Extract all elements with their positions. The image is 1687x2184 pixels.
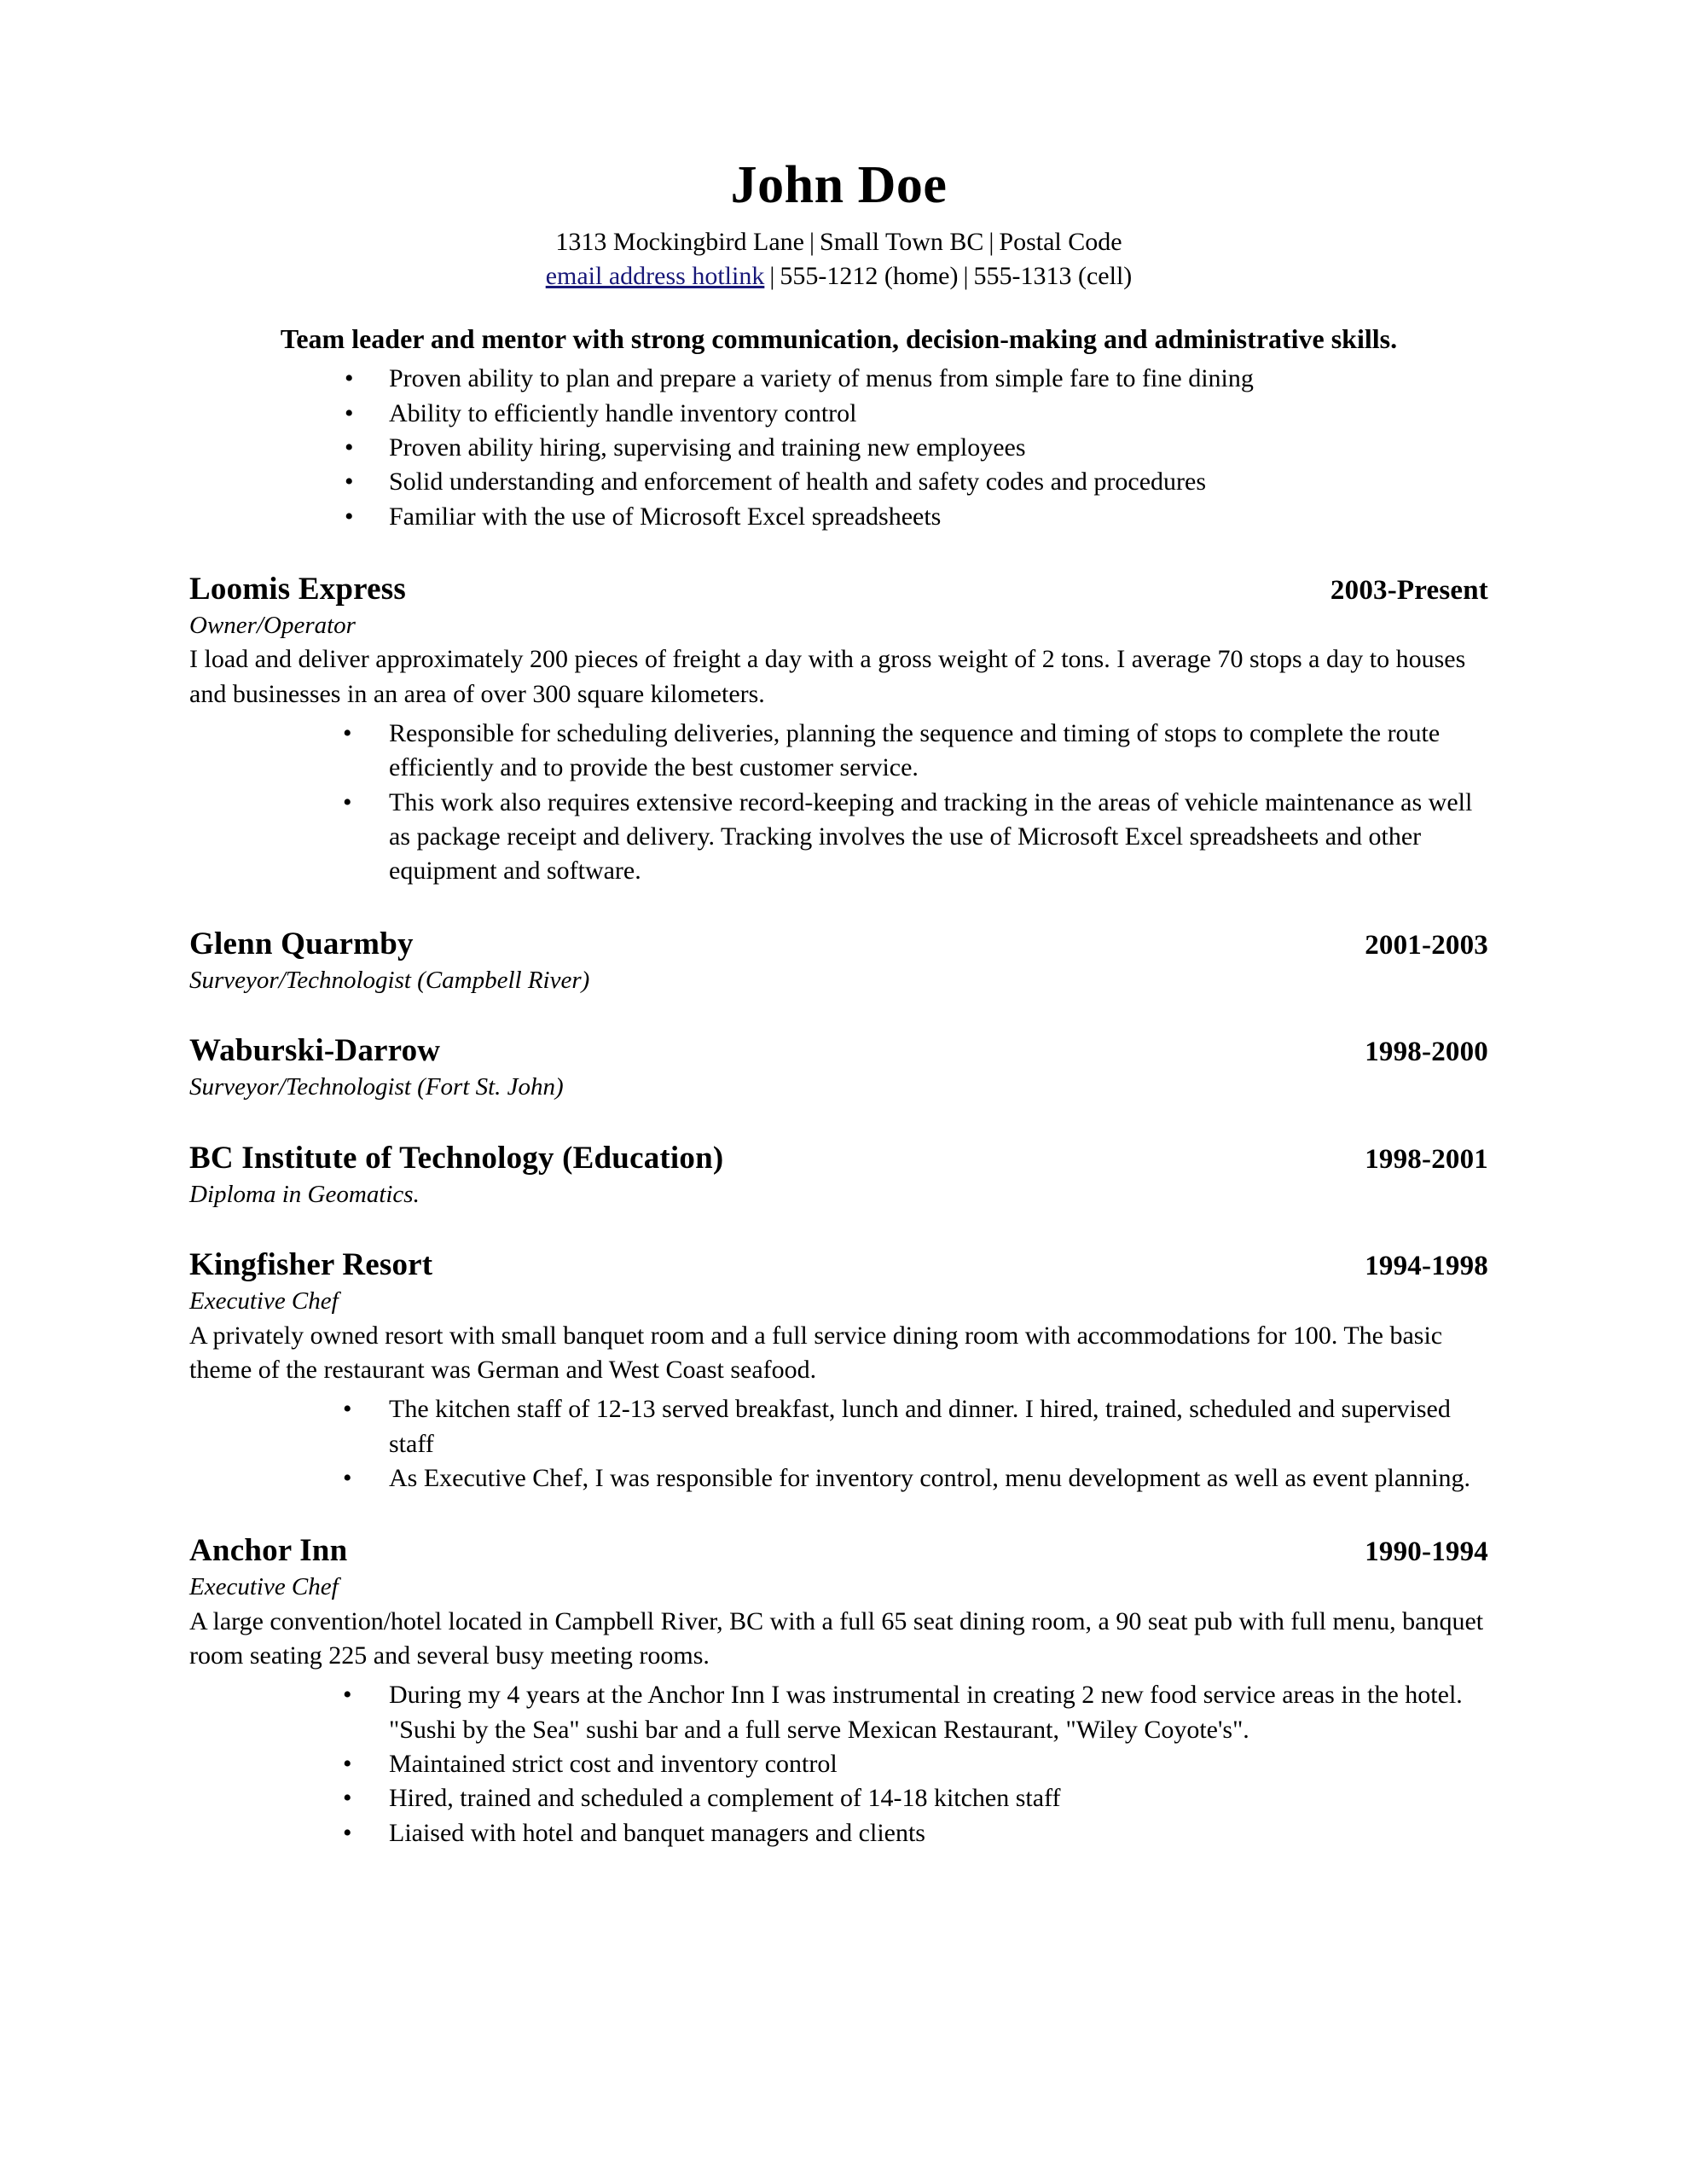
entry-bullet-list	[189, 717, 1488, 889]
entry-dates: 2003-Present	[1330, 574, 1488, 606]
list-item: • Solid understanding and enforcement of health and safety codes and procedures	[189, 465, 1488, 499]
entry-organization: Waburski-Darrow	[189, 1033, 441, 1069]
summary-bullet-list	[189, 362, 1488, 534]
experience-entry	[189, 1247, 1488, 1496]
list-item: • Ability to efficiently handle inventory control	[189, 397, 1488, 431]
separator-icon: |	[963, 261, 969, 290]
entry-role: Executive Chef	[189, 1573, 339, 1601]
experience-entry	[189, 1533, 1488, 1850]
list-item: • This work also requires extensive record-keeping and tracking in the areas of vehicle maintenance as well as package receipt and delivery. Tracking involves the use of Microsoft Excel spreadsheets and other equipment and software.	[189, 786, 1488, 889]
list-item: • Hired, trained and scheduled a complement of 14-18 kitchen staff	[189, 1781, 1488, 1815]
address-street: 1313 Mockingbird Lane	[555, 228, 804, 257]
entry-role: Owner/Operator	[189, 611, 356, 639]
entry-header	[189, 1247, 1488, 1284]
candidate-name: John Doe	[730, 156, 948, 214]
list-item: • During my 4 years at the Anchor Inn I was instrumental in creating 2 new food service areas in the hotel. "Sushi by the Sea" sushi bar and a full serve Mexican Restaurant, "Wiley Coyote's".	[189, 1678, 1488, 1747]
entry-header	[189, 572, 1488, 608]
education-entry	[189, 1141, 1488, 1210]
phone-home: 555-1212 (home)	[780, 261, 959, 290]
entry-dates: 2001-2003	[1365, 929, 1488, 961]
resume-header	[189, 158, 1488, 293]
entry-dates: 1994-1998	[1365, 1251, 1488, 1282]
entry-dates: 1998-2000	[1365, 1037, 1488, 1068]
entry-description: A privately owned resort with small banquet room and a full service dining room with accommodations for 100. The basic theme of the restaurant was German and West Coast seafood.	[189, 1321, 1443, 1384]
phone-cell: 555-1313 (cell)	[973, 261, 1133, 290]
entry-bullet-list	[189, 1678, 1488, 1850]
entry-organization: Loomis Express	[189, 571, 406, 607]
list-item: • Liaised with hotel and banquet managers and clients	[189, 1816, 1488, 1850]
entry-organization: BC Institute of Technology (Education)	[189, 1140, 724, 1176]
entry-organization: Kingfisher Resort	[189, 1247, 433, 1283]
entry-header	[189, 926, 1488, 963]
address-postal: Postal Code	[999, 228, 1122, 257]
summary-heading: Team leader and mentor with strong communication, decision-making and administrative skills.	[280, 323, 1398, 355]
list-item: • Familiar with the use of Microsoft Excel spreadsheets	[189, 500, 1488, 534]
entry-role: Surveyor/Technologist (Campbell River)	[189, 966, 590, 994]
list-item: • Proven ability hiring, supervising and training new employees	[189, 431, 1488, 465]
entry-description: A large convention/hotel located in Campbell River, BC with a full 65 seat dining room, a 90 seat pub with full menu, banquet room seating 225 and several busy meeting rooms.	[189, 1606, 1484, 1670]
email-hotlink[interactable]: email address hotlink	[545, 261, 765, 290]
list-item: • As Executive Chef, I was responsible for inventory control, menu development as well as event planning.	[189, 1461, 1488, 1496]
list-item: • Proven ability to plan and prepare a variety of menus from simple fare to fine dining	[189, 362, 1488, 396]
separator-icon: |	[988, 228, 994, 257]
entry-organization: Glenn Quarmby	[189, 926, 414, 961]
entry-bullet-list	[189, 1392, 1488, 1496]
entry-dates: 1990-1994	[1365, 1536, 1488, 1568]
experience-entry	[189, 1033, 1488, 1102]
address-city-province: Small Town BC	[820, 228, 984, 257]
entry-role: Executive Chef	[189, 1287, 339, 1316]
separator-icon: |	[769, 261, 775, 290]
entry-role: Diploma in Geomatics.	[189, 1180, 420, 1208]
summary-section	[189, 322, 1488, 534]
entry-organization: Anchor Inn	[189, 1533, 348, 1569]
separator-icon: |	[809, 228, 815, 257]
contact-phone-line	[189, 259, 1488, 293]
entry-role: Surveyor/Technologist (Fort St. John)	[189, 1073, 564, 1101]
entry-header	[189, 1141, 1488, 1177]
entry-header	[189, 1033, 1488, 1070]
entry-header	[189, 1533, 1488, 1570]
list-item: • Maintained strict cost and inventory control	[189, 1747, 1488, 1781]
list-item: • Responsible for scheduling deliveries, planning the sequence and timing of stops to complete the route efficiently and to provide the best customer service.	[189, 717, 1488, 786]
entry-description: I load and deliver approximately 200 pieces of freight a day with a gross weight of 2 tons. I average 70 stops a day to houses and businesses in an area of over 300 square kilometers.	[189, 645, 1466, 708]
experience-entry	[189, 926, 1488, 996]
contact-address-line	[189, 225, 1488, 259]
entry-dates: 1998-2001	[1365, 1143, 1488, 1175]
list-item: • The kitchen staff of 12-13 served breakfast, lunch and dinner. I hired, trained, scheduled and supervised staff	[189, 1392, 1488, 1461]
experience-entry	[189, 572, 1488, 889]
